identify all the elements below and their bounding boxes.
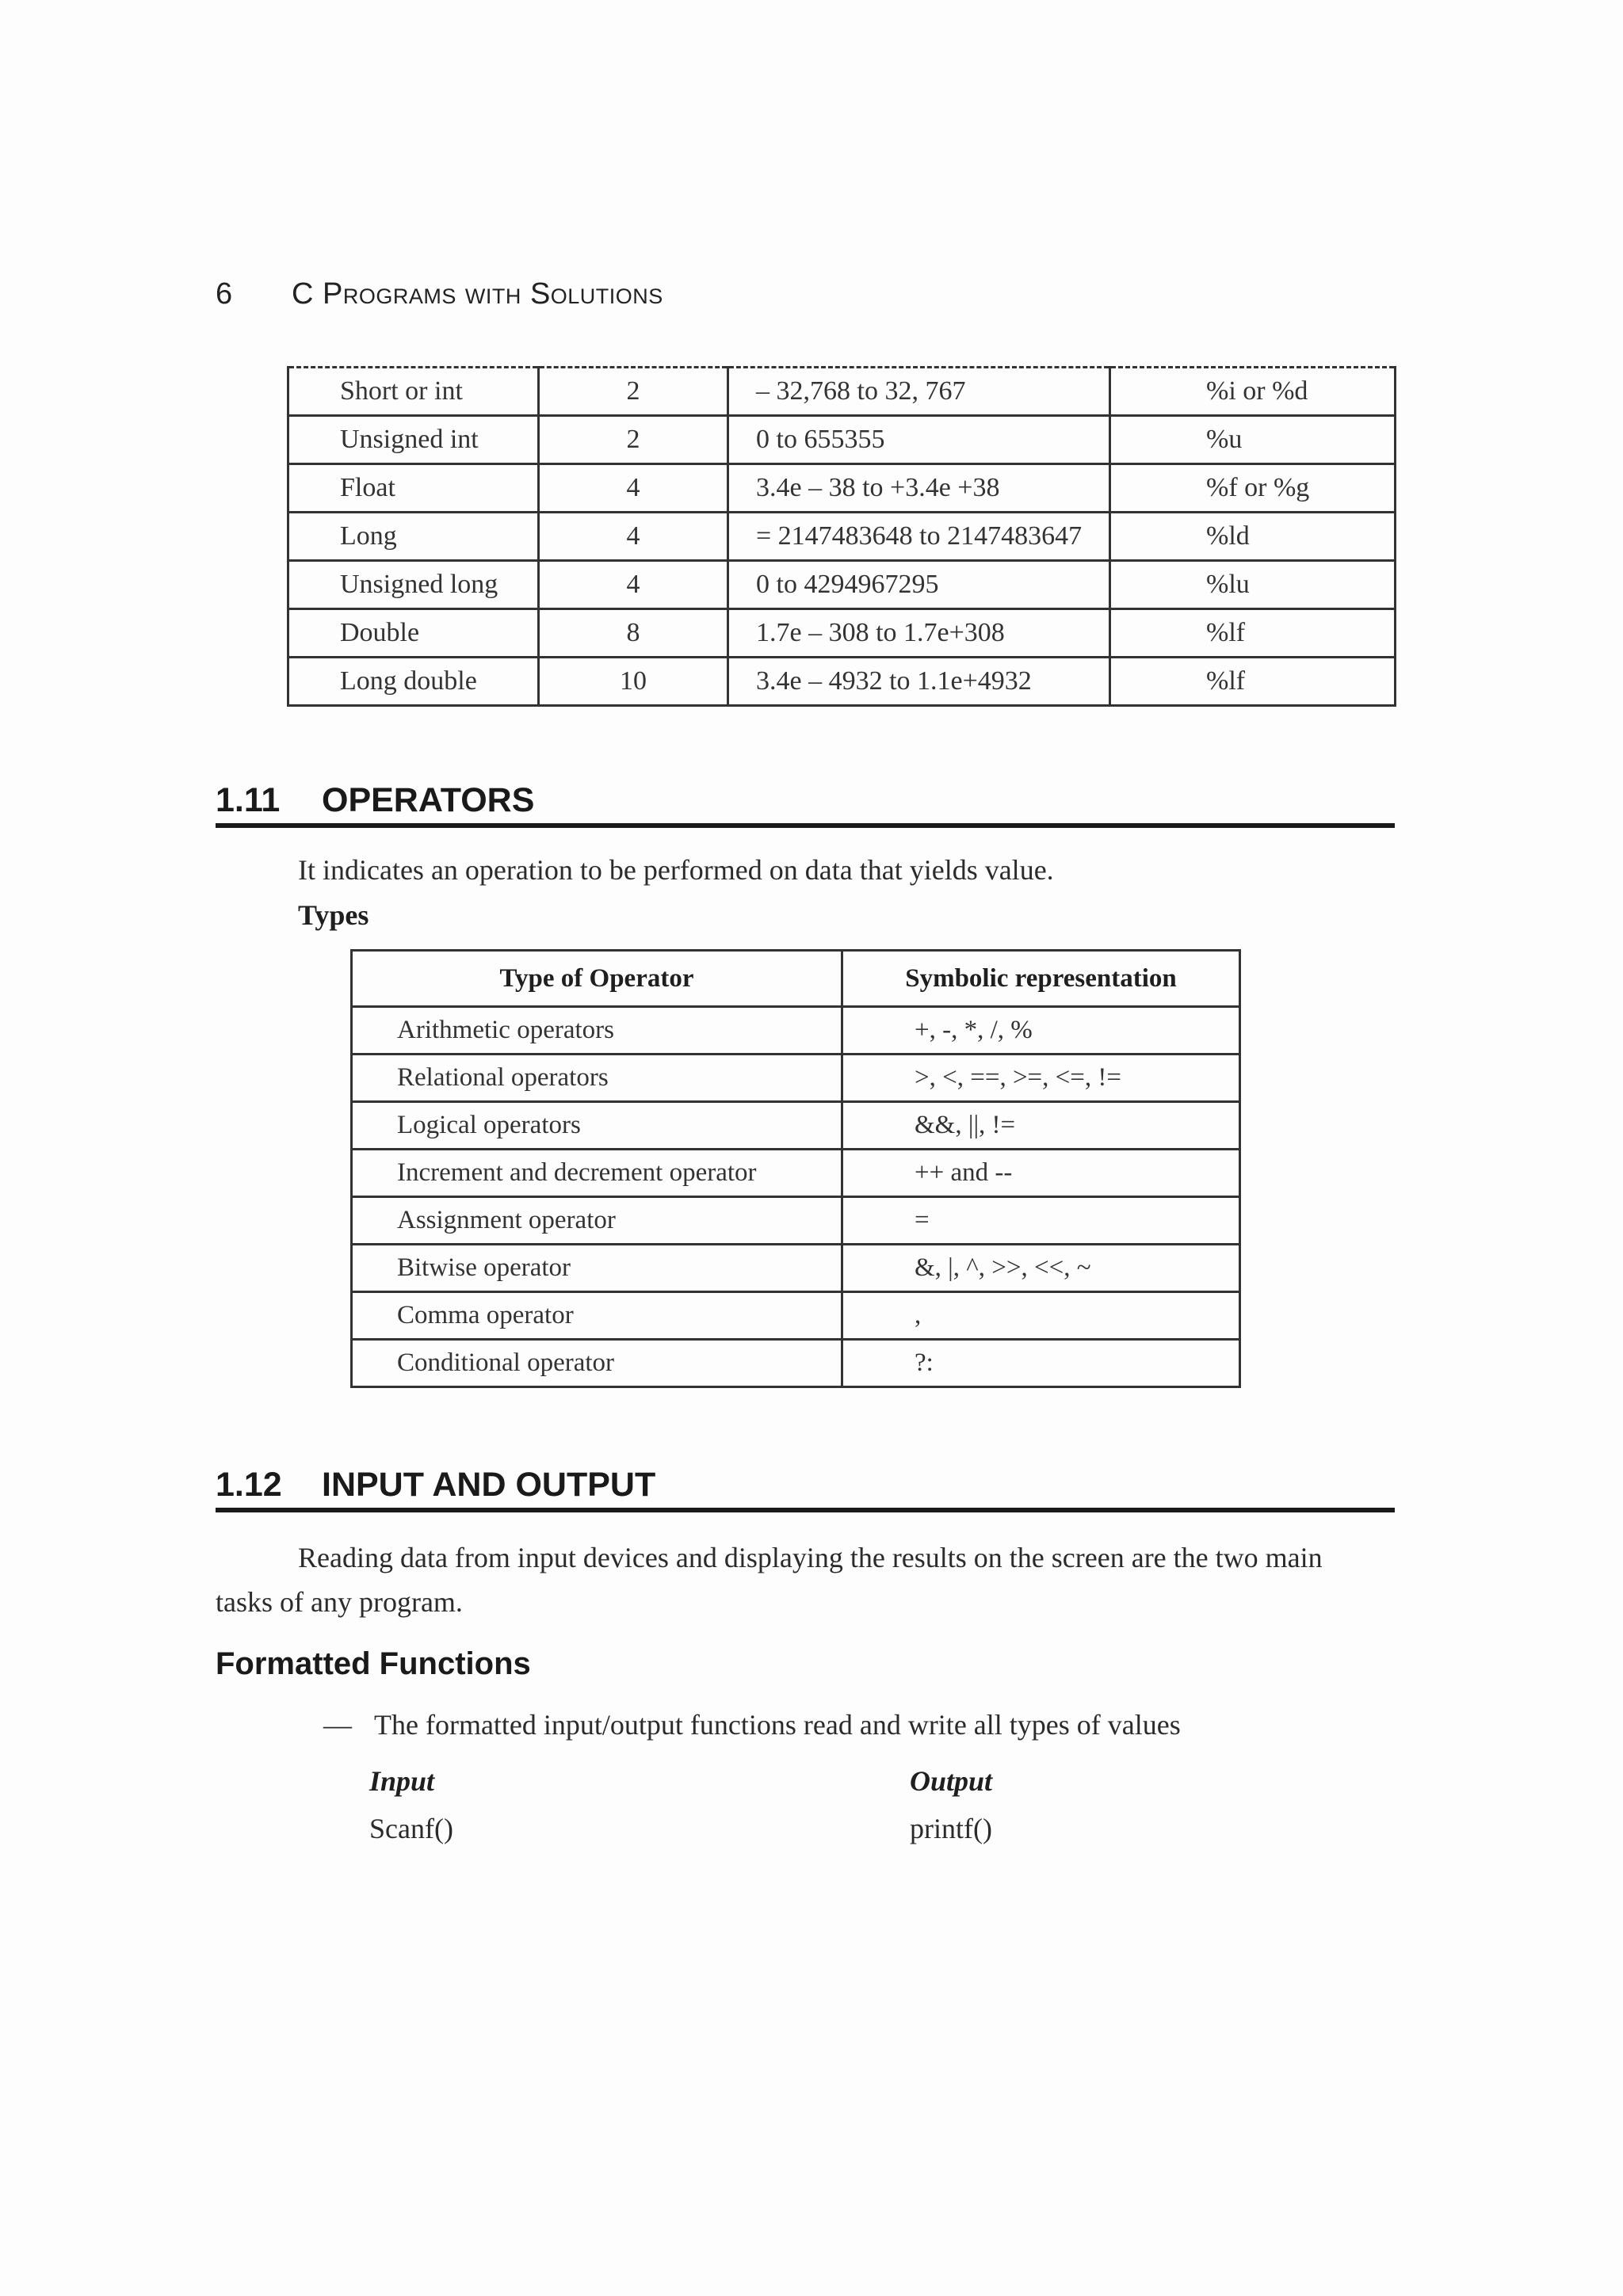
section-number: 1.12	[216, 1466, 282, 1504]
table-row	[352, 1007, 1240, 1055]
table-row	[352, 1150, 1240, 1197]
format-specifier: %ld	[1110, 513, 1396, 561]
operator-table-header	[352, 951, 1240, 1007]
data-type-name: Unsigned int	[288, 416, 539, 464]
io-paragraph-line-2: tasks of any program.	[216, 1586, 463, 1618]
format-specifier: %u	[1110, 416, 1396, 464]
operator-type: Bitwise operator	[352, 1245, 842, 1292]
bullet-text: The formatted input/output functions read and write all types of values	[374, 1709, 1181, 1741]
data-type-size: 2	[539, 368, 728, 416]
format-specifier: %lu	[1110, 561, 1396, 609]
data-type-name: Double	[288, 609, 539, 658]
em-dash: —	[323, 1709, 352, 1741]
data-type-size: 4	[539, 561, 728, 609]
format-specifier: %i or %d	[1110, 368, 1396, 416]
operators-intro: It indicates an operation to be performed on data that yields value.	[298, 854, 1054, 886]
format-specifier: %lf	[1110, 609, 1396, 658]
data-type-table	[287, 366, 1396, 707]
data-type-size: 10	[539, 658, 728, 706]
data-type-size: 4	[539, 464, 728, 513]
running-head	[216, 277, 663, 311]
section-title: OPERATORS	[322, 781, 535, 819]
operator-symbols: &, |, ^, >>, <<, ~	[842, 1245, 1240, 1292]
operator-symbols: ?:	[842, 1340, 1240, 1387]
operator-type: Conditional operator	[352, 1340, 842, 1387]
table-row	[352, 1245, 1240, 1292]
operator-symbols: ++ and --	[842, 1150, 1240, 1197]
operator-type: Relational operators	[352, 1055, 842, 1102]
table-row	[288, 609, 1396, 658]
data-type-name: Long double	[288, 658, 539, 706]
subheading-formatted-functions: Formatted Functions	[216, 1646, 531, 1681]
types-label: Types	[298, 899, 369, 931]
output-label: Output	[910, 1765, 993, 1797]
data-type-name: Unsigned long	[288, 561, 539, 609]
format-specifier: %f or %g	[1110, 464, 1396, 513]
table-row	[288, 416, 1396, 464]
data-type-range: 1.7e – 308 to 1.7e+308	[728, 609, 1110, 658]
section-heading-operators	[216, 781, 1395, 828]
page-number: 6	[216, 277, 233, 311]
operator-symbols: +, -, *, /, %	[842, 1007, 1240, 1055]
table-row	[288, 368, 1396, 416]
data-type-range: = 2147483648 to 2147483647	[728, 513, 1110, 561]
table-row	[352, 1340, 1240, 1387]
output-column	[910, 1757, 992, 1852]
operator-table	[350, 949, 1241, 1388]
data-type-name: Float	[288, 464, 539, 513]
header-type-of-operator: Type of Operator	[352, 951, 842, 1007]
data-type-range: 3.4e – 38 to +3.4e +38	[728, 464, 1110, 513]
operator-type: Logical operators	[352, 1102, 842, 1150]
operator-symbols: ,	[842, 1292, 1240, 1340]
io-paragraph-line-1: Reading data from input devices and displaying the results on the screen are the two main	[298, 1542, 1323, 1573]
operator-type: Assignment operator	[352, 1197, 842, 1245]
header-symbolic-representation: Symbolic representation	[842, 951, 1240, 1007]
data-type-range: – 32,768 to 32, 767	[728, 368, 1110, 416]
data-type-range: 3.4e – 4932 to 1.1e+4932	[728, 658, 1110, 706]
format-specifier: %lf	[1110, 658, 1396, 706]
section-heading-input-output	[216, 1466, 1395, 1512]
data-type-size: 4	[539, 513, 728, 561]
operator-symbols: &&, ||, !=	[842, 1102, 1240, 1150]
table-row	[288, 658, 1396, 706]
input-column	[369, 1757, 453, 1852]
operator-type: Increment and decrement operator	[352, 1150, 842, 1197]
table-row	[352, 1292, 1240, 1340]
operator-symbols: =	[842, 1197, 1240, 1245]
data-type-size: 8	[539, 609, 728, 658]
data-type-name: Long	[288, 513, 539, 561]
table-row	[288, 561, 1396, 609]
data-type-range: 0 to 4294967295	[728, 561, 1110, 609]
input-label: Input	[369, 1765, 435, 1797]
table-row	[352, 1197, 1240, 1245]
input-function: Scanf()	[369, 1813, 453, 1844]
section-number: 1.11	[216, 781, 281, 819]
output-function: printf()	[910, 1813, 992, 1844]
formatted-functions-bullet	[323, 1708, 1181, 1741]
operator-type: Comma operator	[352, 1292, 842, 1340]
table-row	[288, 513, 1396, 561]
data-type-size: 2	[539, 416, 728, 464]
operator-symbols: >, <, ==, >=, <=, !=	[842, 1055, 1240, 1102]
data-type-range: 0 to 655355	[728, 416, 1110, 464]
table-row	[352, 1055, 1240, 1102]
operator-type: Arithmetic operators	[352, 1007, 842, 1055]
book-title: C Programs with Solutions	[292, 277, 663, 311]
section-title: INPUT AND OUTPUT	[322, 1466, 656, 1504]
table-row	[352, 1102, 1240, 1150]
data-type-name: Short or int	[288, 368, 539, 416]
table-row	[288, 464, 1396, 513]
